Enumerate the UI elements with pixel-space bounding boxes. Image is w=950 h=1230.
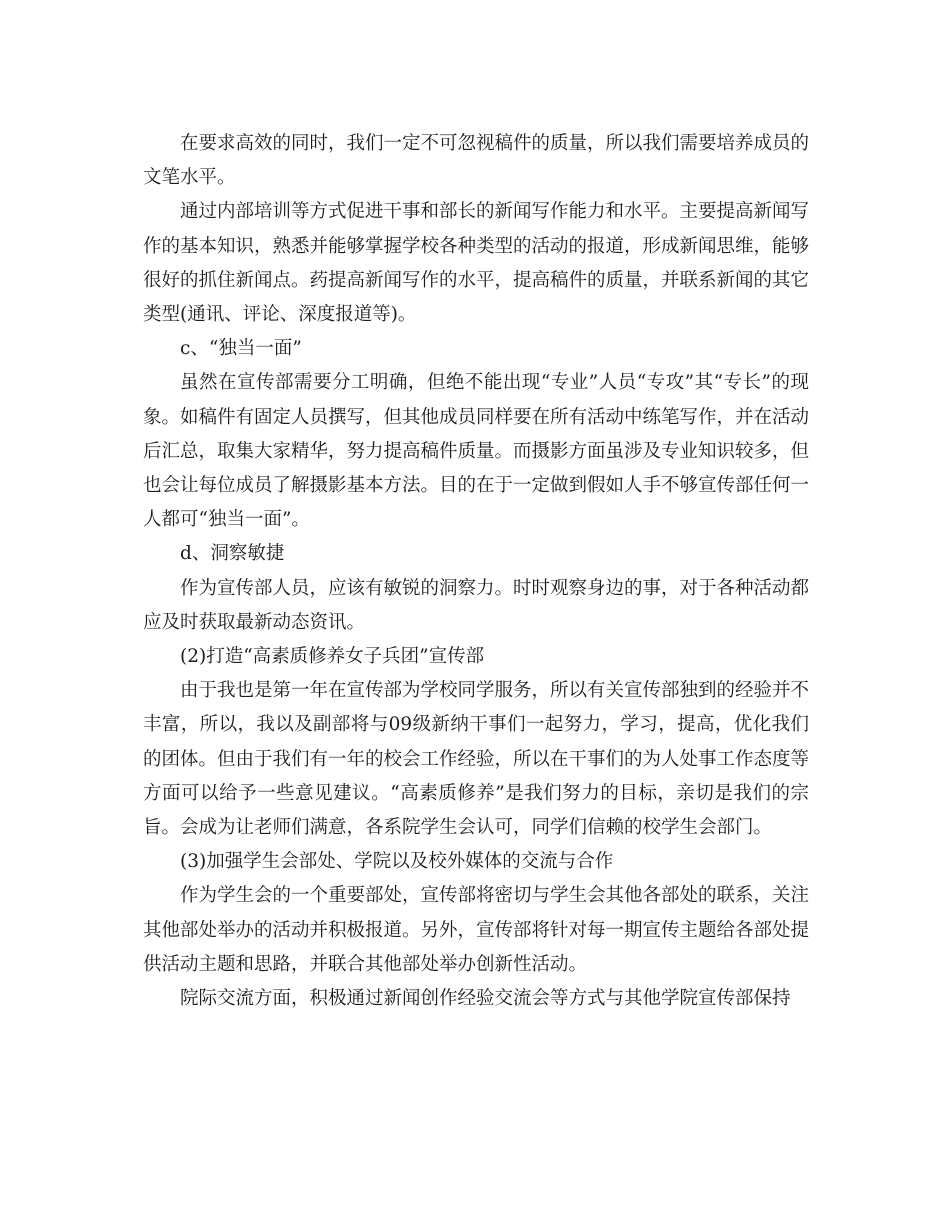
- heading-team: (2)打造“高素质修养女子兵团”宣传部: [180, 646, 485, 668]
- paragraph-team: 由于我也是第一年在宣传部为学校同学服务，所以有关宣传部独到的经验并不丰富，所以，我以及副部将与09级新纳干事们一起努力，学习，提高，优化我们的团体。但由于我们有一年的校会工作经验，所以在干事们的为人处事工作态度等方面可以给予一些意见建议。“高素质修养”是我们努力的目标，亲切是我们的宗旨。会成为让老师们满意，各系院学生会认可，同学们信赖的校学生会部门。: [143, 680, 810, 839]
- paragraph-insight: 作为宣传部人员，应该有敏锐的洞察力。时时观察身边的事，对于各种活动都应及时获取最新动态资讯。: [143, 577, 810, 633]
- heading-cooperation: (3)加强学生会部处、学院以及校外媒体的交流与合作: [180, 851, 614, 873]
- paragraph-exchange: 院际交流方面，积极通过新闻创作经验交流会等方式与其他学院宣传部保持: [180, 988, 791, 1010]
- heading-independent: c、“独当一面”: [180, 338, 302, 360]
- paragraph-quality: 在要求高效的同时，我们一定不可忽视稿件的质量，所以我们需要培养成员的文笔水平。: [143, 133, 810, 189]
- document-body: [143, 127, 809, 1016]
- paragraph-independent: 虽然在宣传部需要分工明确，但绝不能出现“专业”人员“专攻”其“专长”的现象。如稿件有固定人员撰写，但其他成员同样要在所有活动中练笔写作，并在活动后汇总，取集大家精华，努力提高稿件质量。而摄影方面虽涉及专业知识较多，但也会让每位成员了解摄影基本方法。目的在于一定做到假如人手不够宣传部任何一人都可“独当一面”。: [143, 372, 810, 531]
- paragraph-training: 通过内部培训等方式促进干事和部长的新闻写作能力和水平。主要提高新闻写作的基本知识，熟悉并能够掌握学校各种类型的活动的报道，形成新闻思维，能够很好的抓住新闻点。药提高新闻写作的水平，提高稿件的质量，并联系新闻的其它类型(通讯、评论、深度报道等)。: [143, 201, 810, 326]
- heading-insight: d、洞察敏捷: [180, 543, 285, 565]
- paragraph-cooperation: 作为学生会的一个重要部处，宣传部将密切与学生会其他各部处的联系，关注其他部处举办的活动并积极报道。另外，宣传部将针对每一期宣传主题给各部处提供活动主题和思路，并联合其他部处举办创新性活动。: [143, 885, 810, 975]
